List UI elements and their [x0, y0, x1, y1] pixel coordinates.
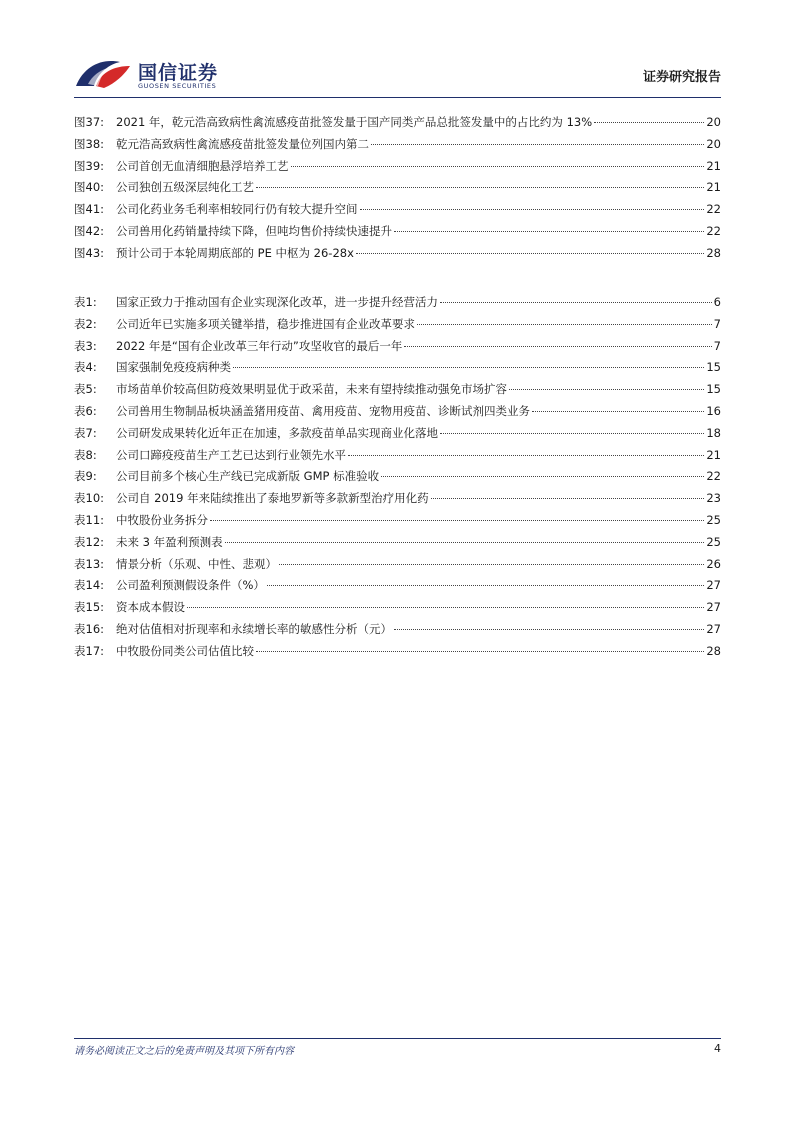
dot-leader: [440, 302, 712, 303]
dot-leader: [404, 346, 711, 347]
table-list-item[interactable]: [74, 468, 721, 490]
table-list-item[interactable]: [74, 577, 721, 599]
entry-title: 国家正致力于推动国有企业实现深化改革，进一步提升经营活力: [116, 295, 438, 309]
entry-title: 中牧股份同类公司估值比较: [116, 643, 254, 658]
header-divider: [74, 97, 721, 98]
table-list-item[interactable]: [74, 359, 721, 381]
dot-leader: [291, 166, 705, 167]
dot-leader: [381, 476, 704, 477]
page-header: [74, 52, 721, 98]
table-list-item[interactable]: [74, 599, 721, 621]
entry-label: 表12:: [74, 534, 105, 549]
dot-leader: [225, 542, 705, 543]
table-list-item[interactable]: [74, 534, 721, 556]
entry-title: 乾元浩高致病性禽流感疫苗批签发量位列国内第二: [116, 136, 369, 151]
entry-label: 表6:: [74, 403, 97, 418]
entry-title: 公司目前多个核心生产线已完成新版 GMP 标准验收: [116, 469, 380, 484]
entry-label: 图43:: [74, 245, 105, 260]
entry-page: 27: [706, 600, 721, 615]
table-list-item[interactable]: [74, 294, 721, 316]
dot-leader: [267, 585, 704, 586]
entry-page: 22: [706, 469, 721, 484]
entry-title: 公司近年已实施多项关键举措，稳步推进国有企业改革要求: [116, 316, 415, 331]
entry-title: 公司化药业务毛利率相较同行仍有较大提升空间: [116, 202, 358, 217]
footer-disclaimer: 请务必阅读正文之后的免责声明及其项下所有内容: [74, 1046, 294, 1057]
dot-leader: [348, 455, 704, 456]
entry-page: 15: [706, 382, 721, 397]
entry-title: 公司研发成果转化近年正在加速，多款疫苗单品实现商业化落地: [116, 425, 438, 440]
entry-title: 未来 3 年盈利预测表: [116, 534, 223, 549]
entry-page: 25: [706, 534, 721, 549]
entry-page: 21: [706, 158, 721, 173]
entry-label: 表3:: [74, 338, 97, 353]
entry-label: 表17:: [74, 643, 105, 658]
dot-leader: [394, 231, 704, 232]
entry-page: 22: [706, 223, 721, 238]
entry-page: 21: [706, 180, 721, 195]
figure-list-item[interactable]: [74, 136, 721, 158]
table-list: [74, 294, 721, 665]
entry-label: 表11:: [74, 512, 105, 527]
entry-label: 表8:: [74, 447, 97, 462]
entry-label: 表10:: [74, 491, 105, 506]
table-list-item[interactable]: [74, 490, 721, 512]
entry-label: 表15:: [74, 600, 105, 615]
entry-label: 表1:: [74, 295, 97, 309]
dot-leader: [256, 651, 704, 652]
entry-page: 18: [706, 425, 721, 440]
entry-label: 表4:: [74, 360, 97, 375]
dot-leader: [417, 324, 712, 325]
dot-leader: [210, 520, 704, 521]
dot-leader: [233, 367, 704, 368]
entry-page: 25: [706, 512, 721, 527]
figure-list-item[interactable]: [74, 114, 721, 136]
dot-leader: [431, 498, 705, 499]
table-list-item[interactable]: [74, 425, 721, 447]
entry-title: 国家强制免疫疫病种类: [116, 360, 231, 375]
dot-leader: [371, 144, 704, 145]
dot-leader: [440, 433, 704, 434]
entry-page: 7: [713, 316, 721, 331]
dot-leader: [187, 607, 704, 608]
entry-page: 23: [706, 491, 721, 506]
entry-page: 6: [713, 295, 721, 309]
entry-label: 表14:: [74, 578, 105, 593]
page-number: 4: [714, 1042, 721, 1055]
entry-page: 22: [706, 202, 721, 217]
entry-page: 21: [706, 447, 721, 462]
figure-list: [74, 114, 721, 267]
entry-page: 15: [706, 360, 721, 375]
entry-title: 公司首创无血清细胞悬浮培养工艺: [116, 158, 289, 173]
logo-english-name: GUOSEN SECURITIES: [138, 82, 217, 90]
entry-title: 预计公司于本轮周期底部的 PE 中枢为 26-28x: [116, 245, 354, 260]
entry-title: 公司口蹄疫疫苗生产工艺已达到行业领先水平: [116, 447, 346, 462]
entry-page: 26: [706, 556, 721, 571]
logo-chinese-name: 国信证券: [138, 62, 219, 84]
figure-list-item[interactable]: [74, 223, 721, 245]
table-list-item[interactable]: [74, 512, 721, 534]
entry-title: 中牧股份业务拆分: [116, 512, 208, 527]
entry-label: 表2:: [74, 316, 97, 331]
entry-title: 公司自 2019 年来陆续推出了泰地罗新等多款新型治疗用化药: [116, 491, 429, 506]
entry-page: 27: [706, 578, 721, 593]
table-list-item[interactable]: [74, 338, 721, 360]
figure-list-item[interactable]: [74, 201, 721, 223]
table-list-item[interactable]: [74, 447, 721, 469]
entry-title: 公司兽用化药销量持续下降，但吨均售价持续快速提升: [116, 223, 392, 238]
entry-title: 资本成本假设: [116, 600, 185, 615]
entry-page: 20: [706, 136, 721, 151]
entry-label: 图40:: [74, 180, 105, 195]
table-list-item[interactable]: [74, 381, 721, 403]
entry-title: 公司盈利预测假设条件（%）: [116, 578, 265, 593]
dot-leader: [594, 122, 704, 123]
table-list-item[interactable]: [74, 556, 721, 578]
entry-page: 20: [706, 115, 721, 129]
entry-label: 图37:: [74, 115, 105, 129]
figure-list-item[interactable]: [74, 245, 721, 267]
dot-leader: [256, 187, 704, 188]
entry-label: 图41:: [74, 202, 105, 217]
entry-label: 表16:: [74, 621, 105, 636]
entry-page: 16: [706, 403, 721, 418]
entry-label: 图38:: [74, 136, 105, 151]
dot-leader: [394, 629, 704, 630]
entry-title: 2022 年是“国有企业改革三年行动”攻坚收官的最后一年: [116, 338, 403, 353]
dot-leader: [532, 411, 704, 412]
entry-title: 2021 年，乾元浩高致病性禽流感疫苗批签发量于国产同类产品总批签发量中的占比约为 13%: [116, 115, 593, 129]
entry-title: 市场苗单价较高但防疫效果明显优于政采苗，未来有望持续推动强免市场扩容: [116, 382, 507, 397]
dot-leader: [509, 389, 704, 390]
footer-divider: [74, 1038, 721, 1039]
entry-label: 图39:: [74, 158, 105, 173]
entry-title: 绝对估值相对折现率和永续增长率的敏感性分析（元）: [116, 621, 392, 636]
dot-leader: [360, 209, 705, 210]
table-list-item[interactable]: [74, 403, 721, 425]
entry-label: 图42:: [74, 223, 105, 238]
entry-page: 7: [713, 338, 721, 353]
report-type-label: 证券研究报告: [642, 70, 721, 85]
figure-list-item[interactable]: [74, 179, 721, 201]
entry-title: 情景分析（乐观、中性、悲观）: [116, 556, 277, 571]
entry-title: 公司兽用生物制品板块涵盖猪用疫苗、禽用疫苗、宠物用疫苗、诊断试剂四类业务: [116, 403, 530, 418]
guosen-logo-icon: [74, 56, 132, 90]
entry-label: 表7:: [74, 425, 97, 440]
entry-page: 27: [706, 621, 721, 636]
entry-label: 表13:: [74, 556, 105, 571]
entry-page: 28: [706, 245, 721, 260]
entry-label: 表9:: [74, 469, 97, 484]
dot-leader: [279, 564, 704, 565]
dot-leader: [356, 253, 704, 254]
entry-page: 28: [706, 643, 721, 658]
table-list-item[interactable]: [74, 621, 721, 643]
entry-title: 公司独创五级深层纯化工艺: [116, 180, 254, 195]
figure-list-item[interactable]: [74, 158, 721, 180]
table-list-item[interactable]: [74, 643, 721, 665]
table-list-item[interactable]: [74, 316, 721, 338]
entry-label: 表5:: [74, 382, 97, 397]
